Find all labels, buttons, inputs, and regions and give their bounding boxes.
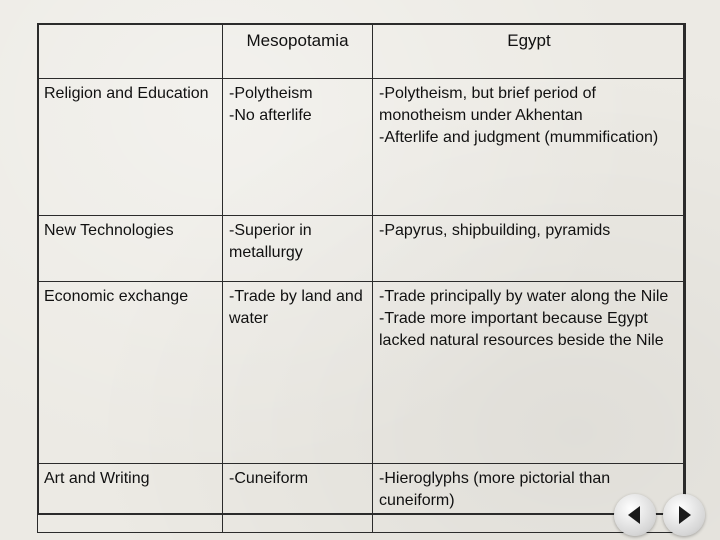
cell-text: -Polytheism bbox=[229, 85, 313, 102]
cell-text: -Trade principally by water along the Nile bbox=[379, 288, 669, 305]
cell-text: -Trade more important because Egypt lacked natural resources beside the Nile bbox=[379, 310, 664, 349]
previous-slide-button[interactable] bbox=[614, 494, 656, 536]
cell-text: -Papyrus, shipbuilding, pyramids bbox=[379, 222, 611, 239]
cell-text: -Afterlife and judgment (mummification) bbox=[379, 129, 659, 146]
next-slide-button[interactable] bbox=[663, 494, 705, 536]
row-label-technologies: New Technologies bbox=[38, 216, 223, 282]
row-label-economic: Economic exchange bbox=[38, 282, 223, 464]
cell-mesopotamia-economic bbox=[223, 282, 373, 464]
row-label-art: Art and Writing bbox=[38, 464, 223, 533]
cell-mesopotamia-technologies bbox=[223, 216, 373, 282]
cell-mesopotamia-art bbox=[223, 464, 373, 533]
comparison-table bbox=[37, 23, 686, 533]
table-row bbox=[38, 464, 686, 533]
cell-text: -Polytheism, but brief period of monotheism under Akhentan bbox=[379, 85, 596, 124]
table-row bbox=[38, 216, 686, 282]
next-arrow-icon bbox=[671, 502, 697, 528]
header-corner-cell bbox=[38, 24, 223, 79]
cell-mesopotamia-religion bbox=[223, 79, 373, 216]
cell-text: -Trade by land and water bbox=[229, 288, 363, 327]
cell-text: -Cuneiform bbox=[229, 470, 309, 487]
cell-egypt-religion bbox=[373, 79, 686, 216]
previous-arrow-icon bbox=[622, 502, 648, 528]
table-row bbox=[38, 282, 686, 464]
cell-egypt-economic bbox=[373, 282, 686, 464]
header-mesopotamia: Mesopotamia bbox=[223, 24, 373, 79]
row-label-religion: Religion and Education bbox=[38, 79, 223, 216]
table-row bbox=[38, 79, 686, 216]
header-egypt: Egypt bbox=[373, 24, 686, 79]
cell-text: -No afterlife bbox=[229, 107, 312, 124]
cell-text: -Hieroglyphs (more pictorial than cuneiform) bbox=[379, 470, 611, 509]
table-header-row bbox=[38, 24, 686, 79]
cell-egypt-technologies bbox=[373, 216, 686, 282]
cell-text: -Superior in metallurgy bbox=[229, 222, 312, 261]
